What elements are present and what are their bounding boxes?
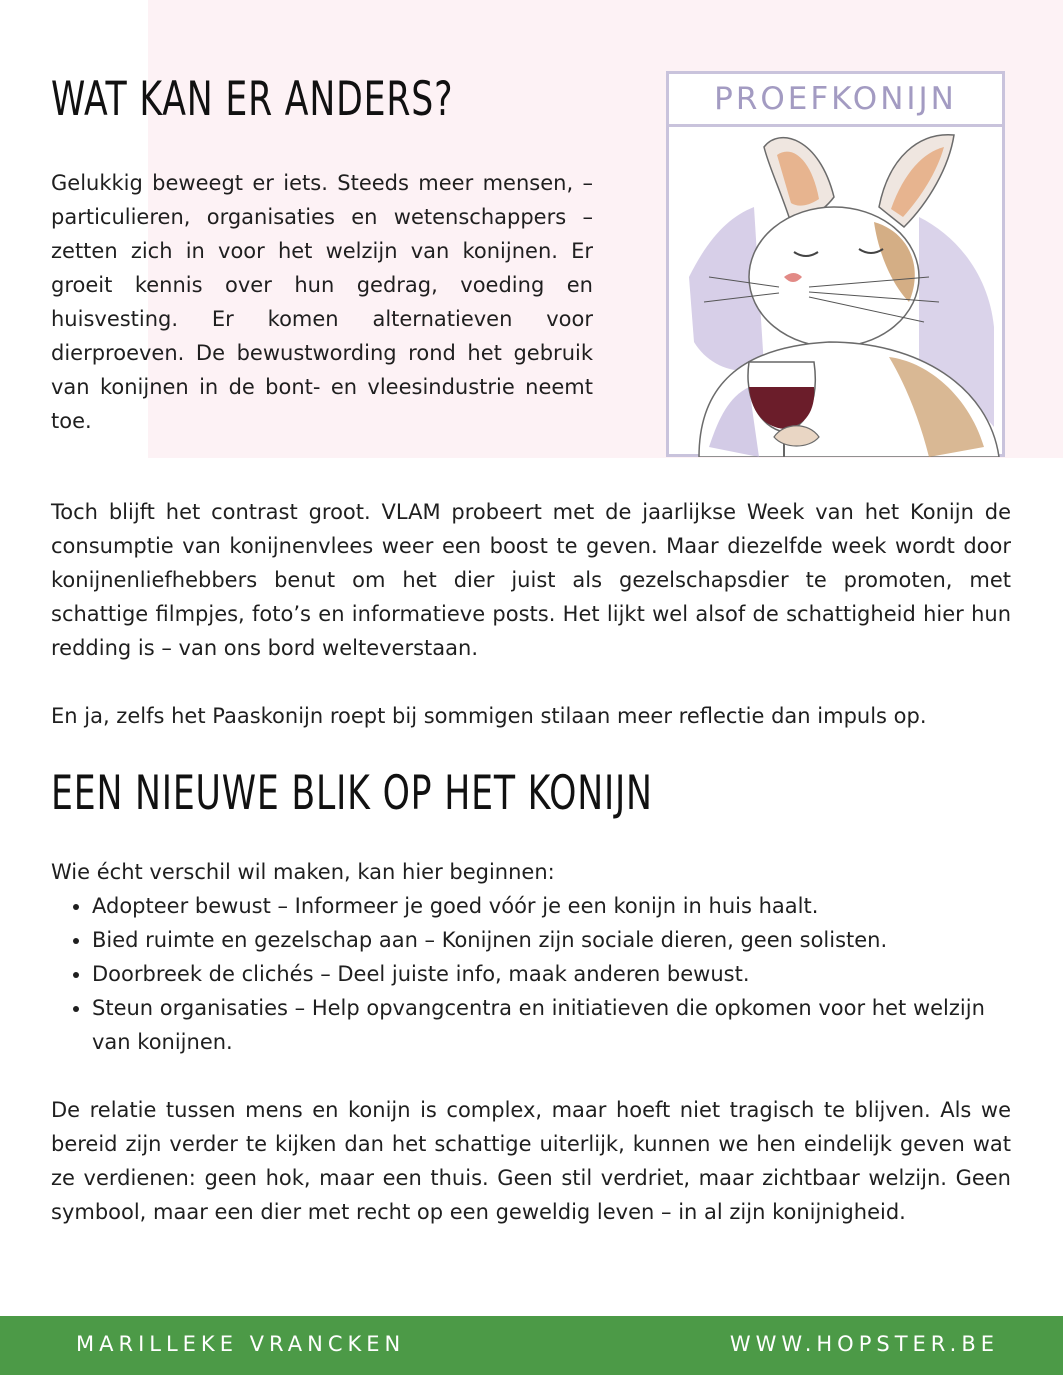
section-title-new-view: EEN NIEUWE BLIK OP HET KONIJN <box>51 766 653 821</box>
intro-paragraph: Gelukkig beweegt er iets. Steeds meer mensen, – particulieren, organisaties en wetenschappers – zetten zich in voor het welzijn van konijnen. Er groeit kennis over hun gedrag, voeding en huisvesting. Er komen alternatieven voor dierproeven. De bewustwording rond het gebruik van konijnen in de bont- en vleesindustrie neemt toe. <box>51 171 593 433</box>
rabbit-drawing <box>669 127 1002 457</box>
list-item: • Bied ruimte en gezelschap aan – Konijnen zijn sociale dieren, geen solisten. <box>92 923 1011 957</box>
list-item: • Steun organisaties – Help opvangcentra en initiatieven die opkomen voor het welzijn van konijnen. <box>92 991 1011 1059</box>
rabbit-illustration <box>666 71 1005 457</box>
list-item: • Doorbreek de clichés – Deel juiste info, maak anderen bewust. <box>92 957 1011 991</box>
body-paragraph-contrast: Toch blijft het contrast groot. VLAM probeert met de jaarlijkse Week van het Konijn de consumptie van konijnenvlees weer een boost te geven. Maar diezelfde week wordt door konijnenliefhebbers benut om het dier juist als gezelschapsdier te promoten, met schattige filmpjes, foto’s en informatieve posts. Het lijkt wel alsof de schattigheid hier hun redding is – van ons bord welteverstaan. <box>51 500 1011 660</box>
section-title: WAT KAN ER ANDERS? <box>51 72 454 127</box>
footer-website-link[interactable]: WWW.HOPSTER.BE <box>729 1332 999 1356</box>
closing-paragraph: De relatie tussen mens en konijn is complex, maar hoeft niet tragisch te blijven. Als we bereid zijn verder te kijken dan het schattige uiterlijk, kunnen we hen eindelijk geven wat ze verdienen: geen hok, maar een thuis. Geen stil verdriet, maar zichtbaar welzijn. Geen symbool, maar een dier met recht op een geweldig leven – in al zijn konijnigheid. <box>51 1098 1011 1224</box>
footer-author: MARILLEKE VRANCKEN <box>76 1332 406 1356</box>
list-item: • Adopteer bewust – Informeer je goed vóór je een konijn in huis haalt. <box>92 889 1011 923</box>
body-paragraph-easter: En ja, zelfs het Paaskonijn roept bij sommigen stilaan meer reflectie dan impuls op. <box>51 704 927 728</box>
footer-bar <box>0 1316 1063 1375</box>
illustration-label: PROEFKONIJN <box>669 74 1002 127</box>
tips-list <box>51 889 1011 1059</box>
list-intro: Wie écht verschil wil maken, kan hier beginnen: <box>51 860 555 884</box>
